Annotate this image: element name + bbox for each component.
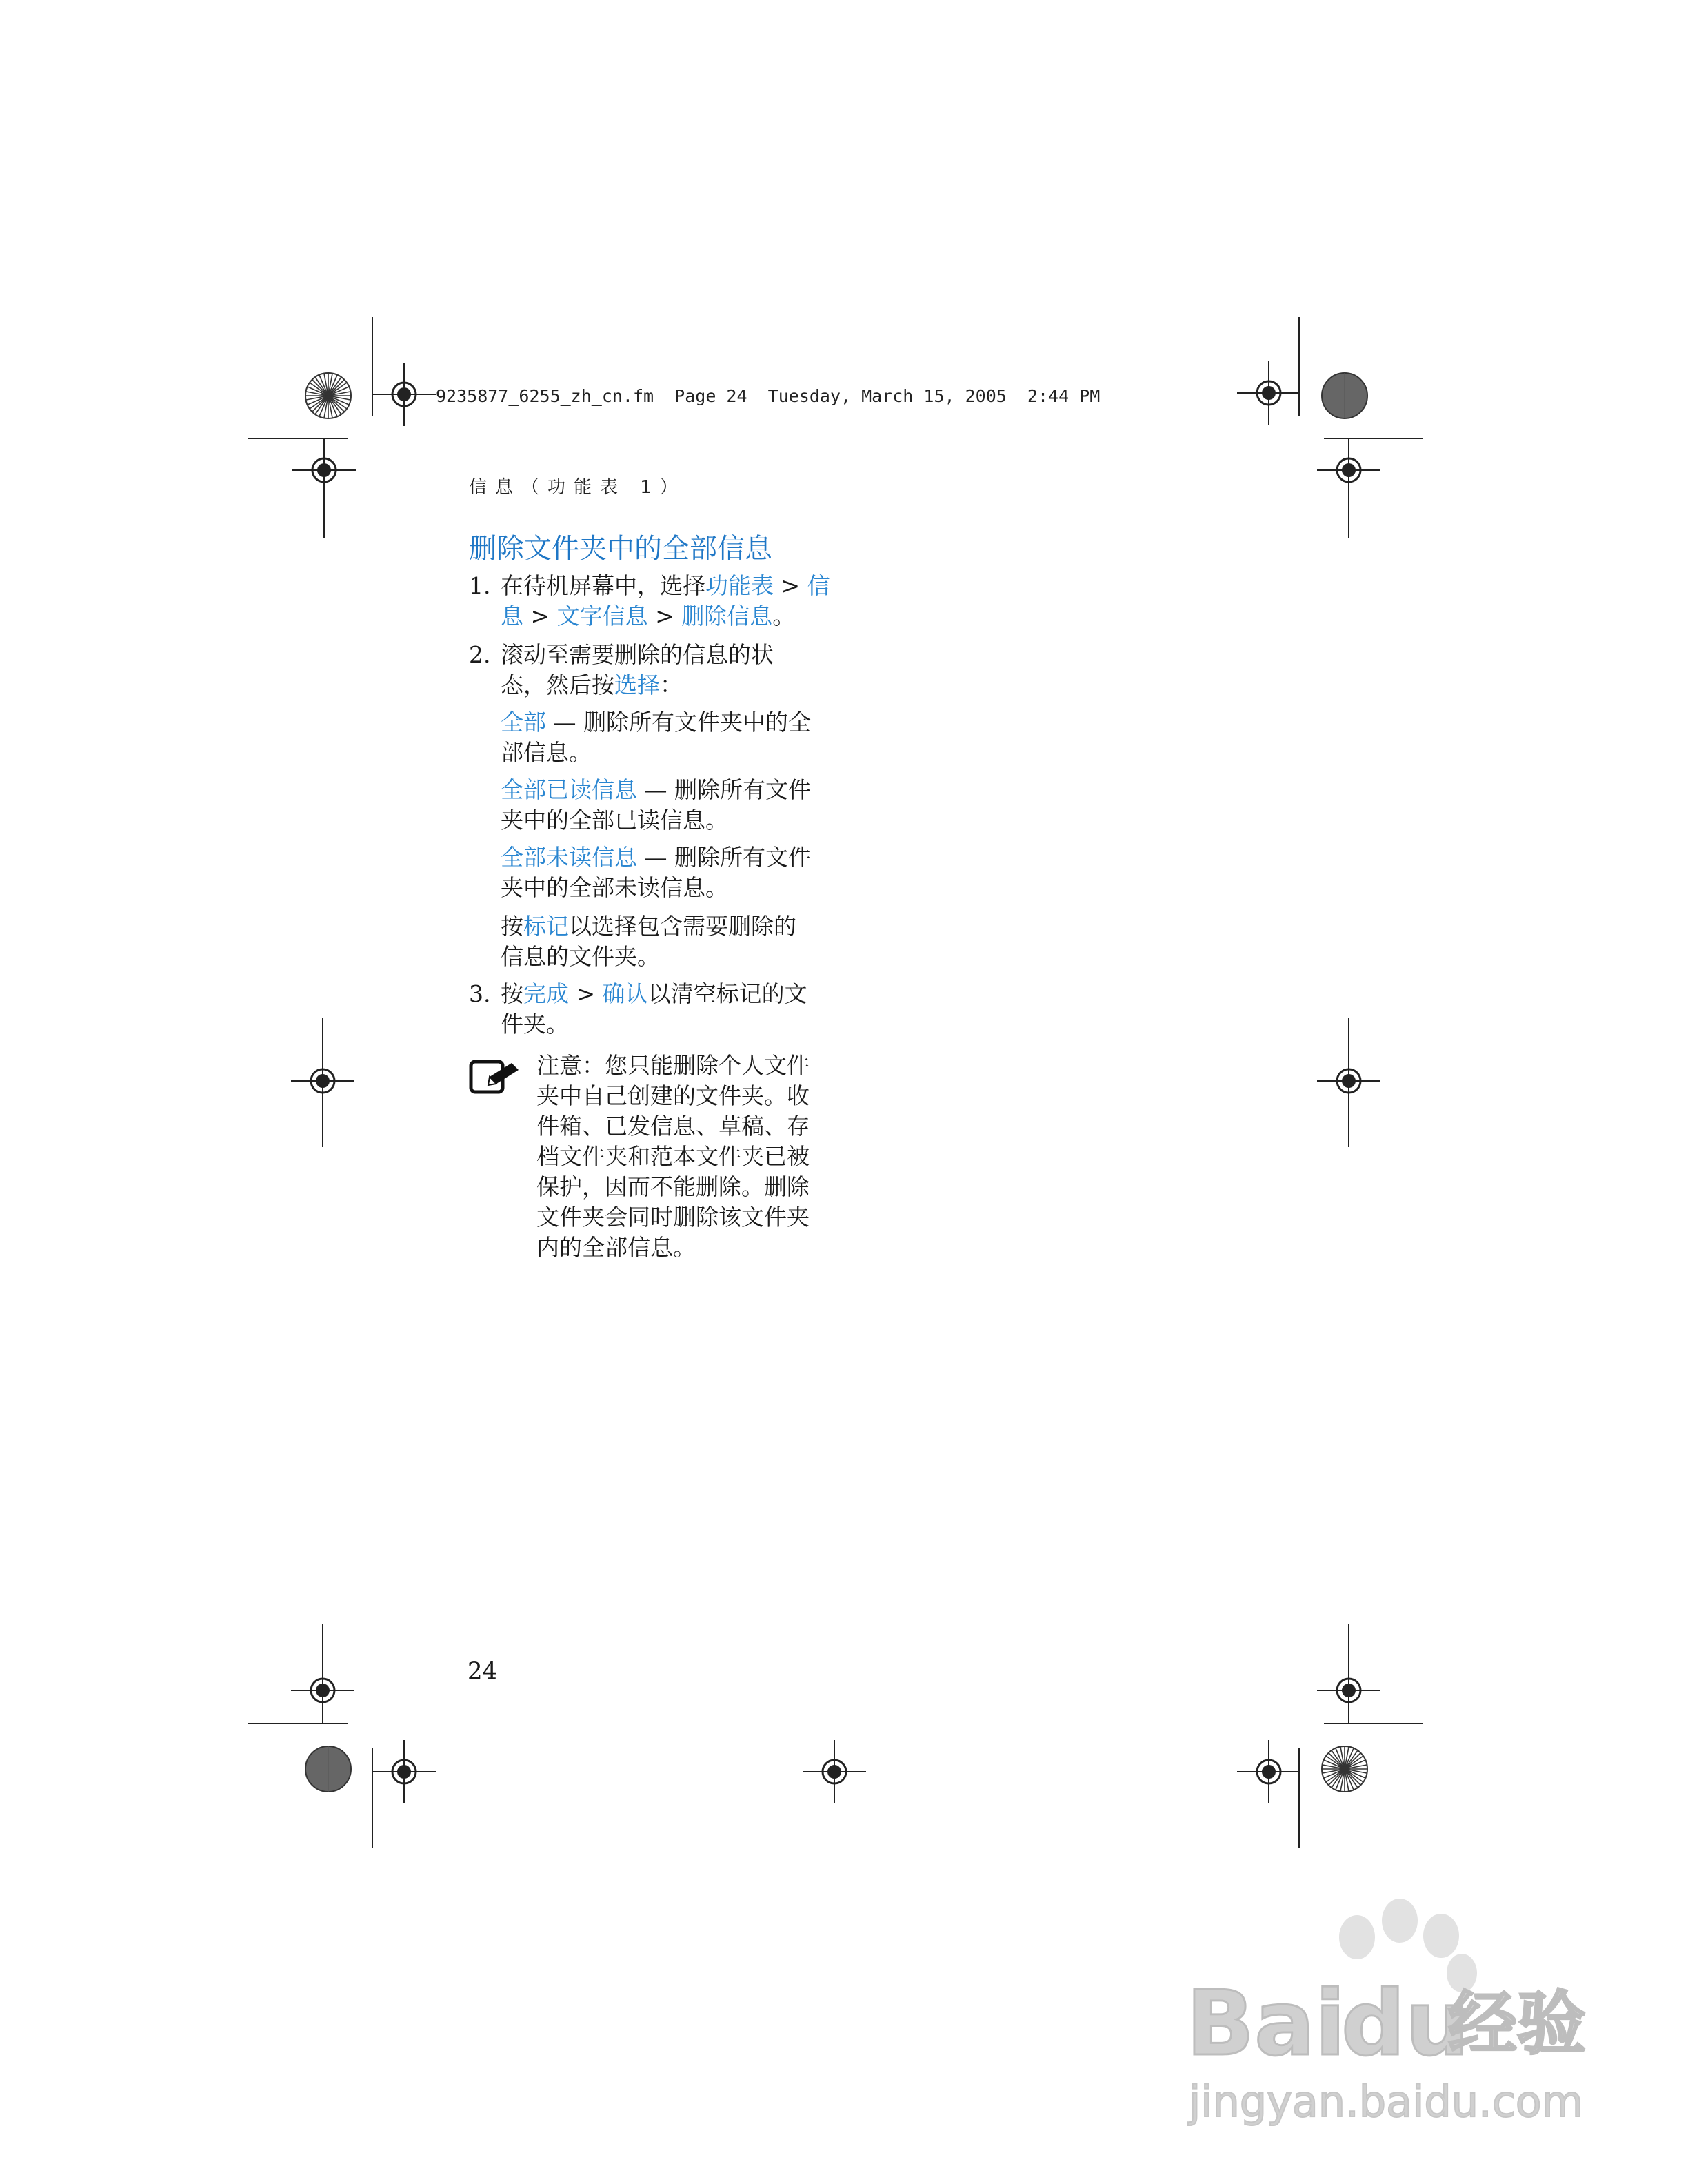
note-text: 您只能删除个人文件夹中自己创建的文件夹。收件箱、已发信息、草稿、存档文件夹和范本文件夹已被保护，因而不能删除。删除文件夹会同时删除该文件夹内的全部信息。: [536, 1052, 810, 1261]
menu-link-messages[interactable]: 信息: [501, 572, 830, 629]
watermark-url: jingyan.baidu.com: [1189, 2076, 1584, 2127]
done-link[interactable]: 完成: [523, 980, 569, 1007]
note-label: 注意：: [536, 1052, 605, 1079]
watermark-suffix: 经验: [1448, 1983, 1586, 2064]
option-term[interactable]: 全部: [501, 709, 546, 736]
menu-link-text-messages[interactable]: 文字信息: [556, 603, 648, 629]
mark-link[interactable]: 标记: [523, 913, 569, 940]
print-info-line: 9235877_6255_zh_cn.fm Page 24 Tuesday, March 15, 2005 2:44 PM: [436, 386, 1101, 406]
menu-link-delete-messages[interactable]: 删除信息: [681, 603, 773, 629]
note-block: [536, 1051, 812, 1263]
path-separator: >: [569, 980, 603, 1007]
step-text: 在待机屏幕中，选择: [501, 572, 705, 599]
step-3-text: [501, 979, 818, 1040]
page-number: 24: [468, 1657, 498, 1685]
option-desc: — 删除所有文件夹中的全部信息。: [501, 709, 811, 766]
confirm-link[interactable]: 确认: [602, 980, 648, 1007]
option-desc: — 删除所有文件夹中的全部已读信息。: [501, 776, 811, 833]
step-number: 1.: [469, 572, 491, 599]
option-all: [501, 707, 818, 768]
option-term[interactable]: 全部未读信息: [501, 844, 637, 871]
option-term[interactable]: 全部已读信息: [501, 776, 637, 803]
note-pencil-icon: [469, 1058, 521, 1096]
path-separator: >: [523, 603, 557, 629]
step-text: 滚动至需要删除的信息的状态，然后按: [501, 641, 774, 698]
path-separator: >: [774, 572, 807, 599]
step-text: ：: [660, 671, 683, 698]
select-link[interactable]: 选择: [614, 671, 660, 698]
path-separator: >: [647, 603, 682, 629]
step-1-text: [501, 571, 845, 631]
option-desc: — 删除所有文件夹中的全部未读信息。: [501, 844, 811, 901]
option-all-unread: [501, 842, 818, 903]
watermark-brand-du: du: [1341, 1971, 1469, 2076]
instruction-text: 按: [501, 913, 523, 940]
mark-instruction: [501, 911, 818, 972]
step-text: 以清空标记的文件夹。: [501, 980, 807, 1038]
instruction-text: 以选择包含需要删除的信息的文件夹。: [501, 913, 796, 970]
baidu-watermark: [1172, 1882, 1600, 2144]
section-title: 删除文件夹中的全部信息: [469, 533, 772, 565]
menu-link-functions[interactable]: 功能表: [705, 572, 774, 599]
step-text: 按: [501, 980, 523, 1007]
step-2-text: [501, 640, 818, 700]
option-all-read: [501, 775, 818, 836]
step-number: 2.: [469, 641, 491, 668]
step-number: 3.: [469, 980, 491, 1007]
watermark-brand: Bai: [1186, 1971, 1346, 2076]
step-text: 。: [772, 603, 796, 629]
running-header: 信息（功能表 1）: [469, 477, 686, 498]
